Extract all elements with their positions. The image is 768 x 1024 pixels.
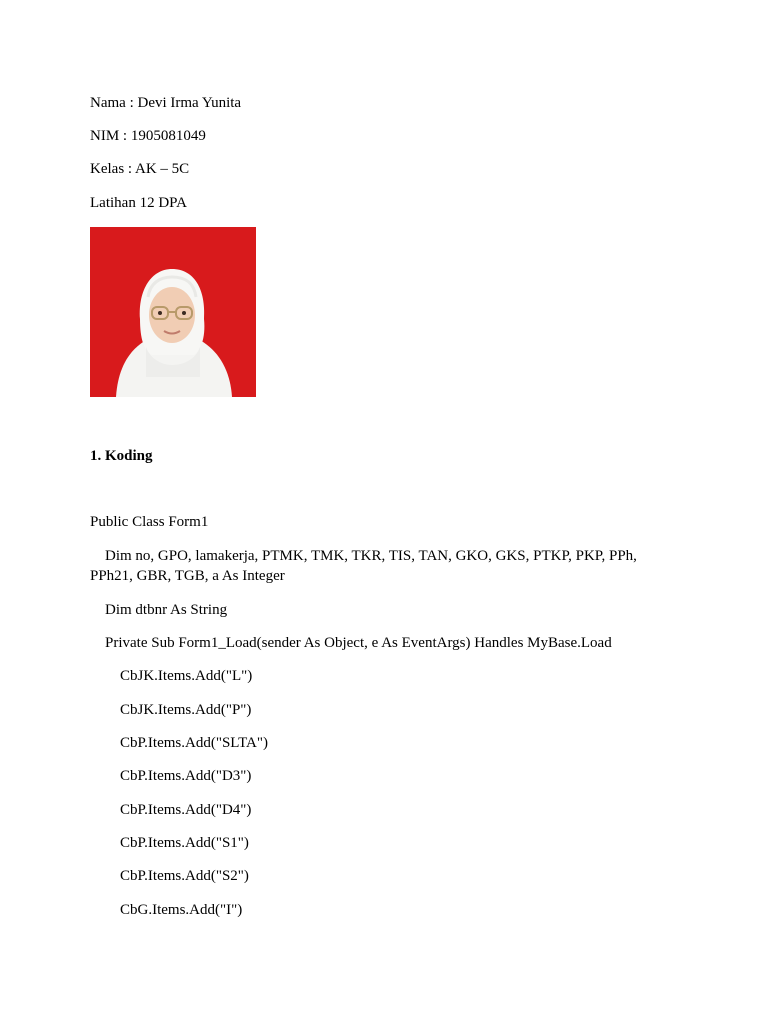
student-name: Nama : Devi Irma Yunita [90, 95, 242, 111]
code-line: CbP.Items.Add("S2") [120, 868, 249, 884]
code-line: CbJK.Items.Add("P") [120, 702, 252, 718]
code-line: CbP.Items.Add("S1") [120, 835, 249, 851]
student-nim: NIM : 1905081049 [90, 128, 206, 144]
exercise-title: Latihan 12 DPA [90, 195, 187, 211]
code-line: CbJK.Items.Add("L") [120, 668, 253, 684]
code-line: CbP.Items.Add("SLTA") [120, 735, 269, 751]
code-line: Dim dtbnr As String [105, 602, 228, 618]
code-line: CbG.Items.Add("I") [120, 902, 243, 918]
code-line: Private Sub Form1_Load(sender As Object, e As EventArgs) Handles MyBase.Load [105, 635, 612, 651]
code-line: Public Class Form1 [90, 514, 209, 530]
section-heading: 1. Koding [90, 448, 153, 464]
code-line: CbP.Items.Add("D3") [120, 768, 252, 784]
student-photo [90, 227, 256, 397]
code-line: CbP.Items.Add("D4") [120, 802, 252, 818]
code-line: Dim no, GPO, lamakerja, PTMK, TMK, TKR, TIS, TAN, GKO, GKS, PTKP, PKP, PPh, PPh21, GBR, TGB, a As Integer [90, 548, 637, 584]
student-class: Kelas : AK – 5C [90, 161, 190, 177]
